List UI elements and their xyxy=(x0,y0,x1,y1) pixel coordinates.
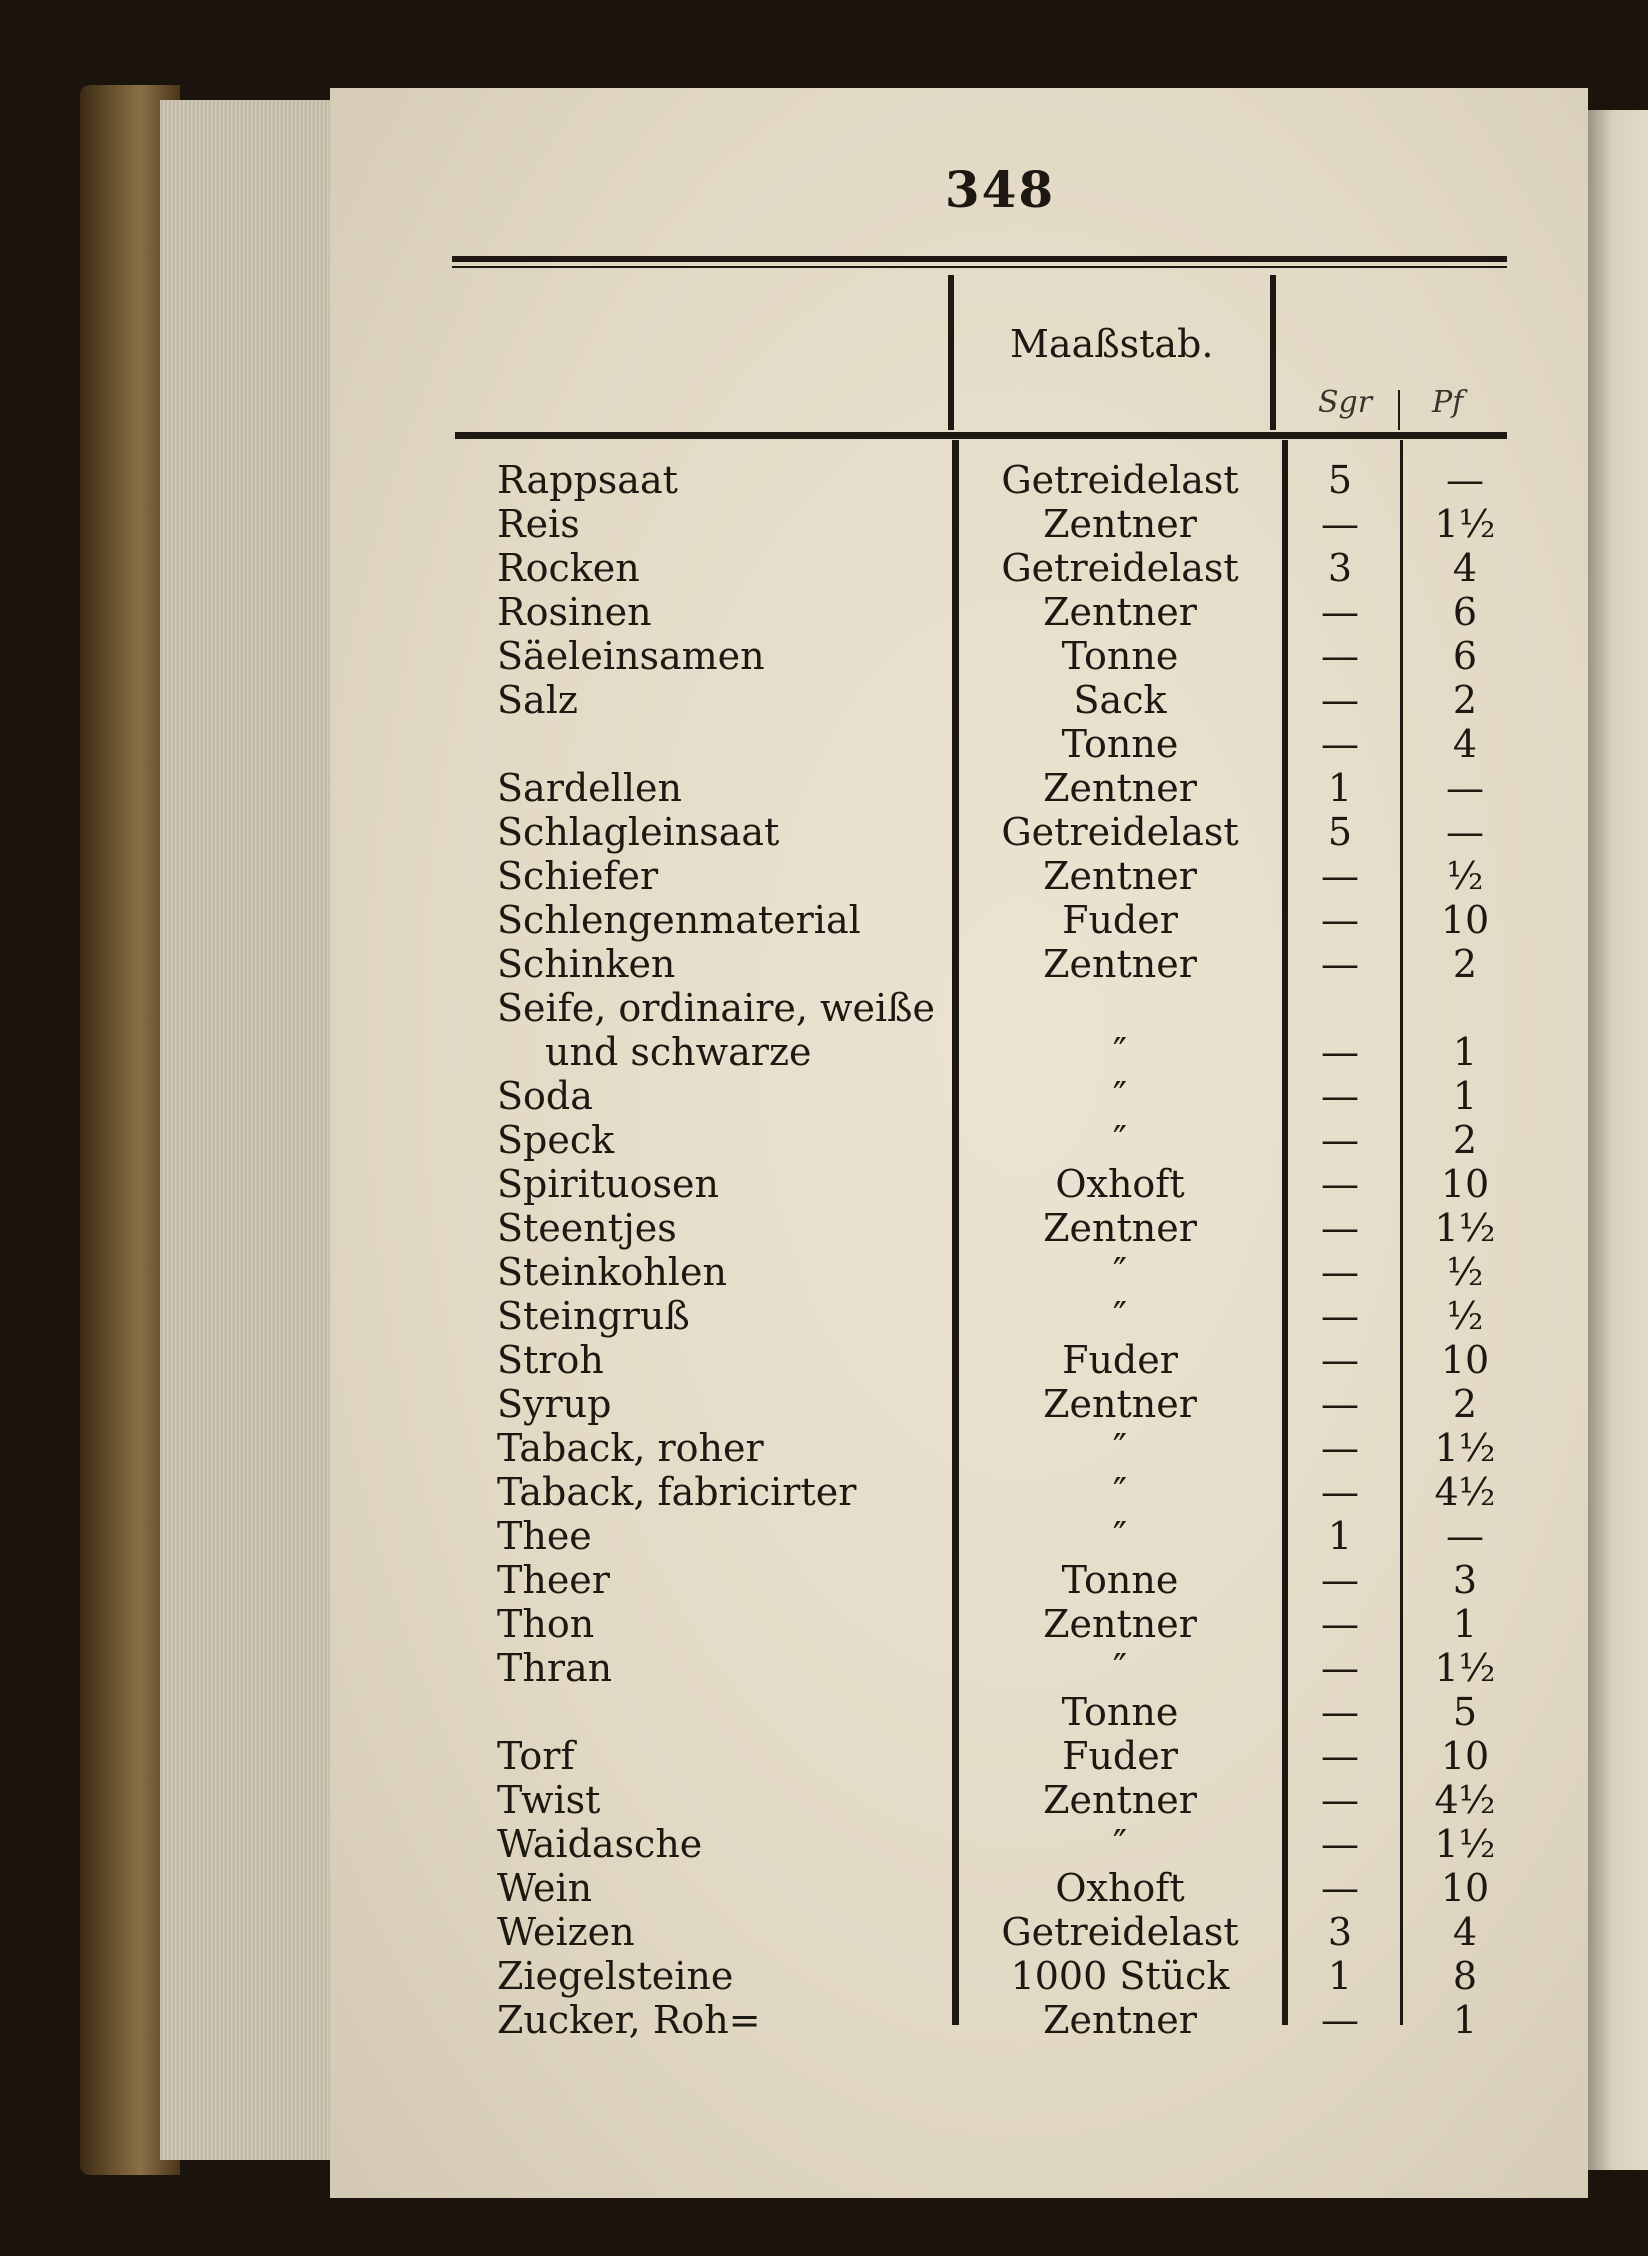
measure-unit: Fuder xyxy=(1062,1338,1178,1382)
sgr-value: — xyxy=(1321,590,1359,634)
sgr-value: 3 xyxy=(1327,546,1353,590)
goods-name: Taback, fabricirter xyxy=(497,1470,857,1514)
goods-name: Rosinen xyxy=(497,590,652,634)
pf-value: ½ xyxy=(1446,854,1484,898)
table-row xyxy=(0,458,1648,502)
measure-unit: ″ xyxy=(1112,1118,1128,1162)
table-row xyxy=(0,1030,1648,1074)
sgr-value: — xyxy=(1321,1338,1359,1382)
column-divider-left xyxy=(948,275,954,430)
sgr-value: — xyxy=(1321,1074,1359,1118)
table-row xyxy=(0,986,1648,1030)
top-rule-thick xyxy=(452,256,1507,262)
goods-name: Taback, roher xyxy=(497,1426,764,1470)
table-row xyxy=(0,1426,1648,1470)
sgr-value: — xyxy=(1321,1866,1359,1910)
goods-name: Schiefer xyxy=(497,854,659,898)
sgr-value: — xyxy=(1321,1470,1359,1514)
sgr-value: — xyxy=(1321,1734,1359,1778)
pf-value: 1 xyxy=(1452,1074,1478,1118)
page-number: 348 xyxy=(944,160,1056,219)
sgr-value: 5 xyxy=(1327,458,1353,502)
measure-unit: Getreidelast xyxy=(1001,546,1239,590)
table-row xyxy=(0,1514,1648,1558)
goods-name: Reis xyxy=(497,502,580,546)
pf-value: 4 xyxy=(1452,722,1478,766)
measure-unit: Zentner xyxy=(1043,590,1197,634)
column-divider-mid xyxy=(1270,275,1276,430)
table-row xyxy=(0,1250,1648,1294)
goods-name: Steingruß xyxy=(497,1294,690,1338)
pf-value: 4 xyxy=(1452,1910,1478,1954)
column-divider-right-head xyxy=(1398,390,1400,430)
goods-name: Waidasche xyxy=(497,1822,703,1866)
goods-name: Stroh xyxy=(497,1338,604,1382)
pf-value: 5 xyxy=(1452,1690,1478,1734)
sgr-value: — xyxy=(1321,898,1359,942)
pf-value: — xyxy=(1446,458,1484,502)
table-row xyxy=(0,1118,1648,1162)
goods-name: Spirituosen xyxy=(497,1162,719,1206)
table-row xyxy=(0,1690,1648,1734)
pf-value: 8 xyxy=(1452,1954,1478,1998)
sgr-value: 1 xyxy=(1327,1954,1353,1998)
sgr-value: — xyxy=(1321,854,1359,898)
goods-name: Steinkohlen xyxy=(497,1250,727,1294)
pf-value: — xyxy=(1446,1514,1484,1558)
measure-unit: Tonne xyxy=(1061,1690,1179,1734)
sgr-value: — xyxy=(1321,1646,1359,1690)
pf-value: 1½ xyxy=(1434,502,1496,546)
measure-unit: Oxhoft xyxy=(1055,1866,1185,1910)
table-row xyxy=(0,898,1648,942)
table-row xyxy=(0,1866,1648,1910)
table-row xyxy=(0,1558,1648,1602)
sgr-value: 3 xyxy=(1327,1910,1353,1954)
goods-name: und schwarze xyxy=(545,1030,812,1074)
measure-unit: Zentner xyxy=(1043,1998,1197,2042)
header-bottom-rule xyxy=(455,432,1507,439)
table-row xyxy=(0,766,1648,810)
sgr-column-header: Sgr xyxy=(1318,385,1373,420)
measure-unit: Zentner xyxy=(1043,942,1197,986)
table-row xyxy=(0,1910,1648,1954)
sgr-value: — xyxy=(1321,1558,1359,1602)
pf-value: 2 xyxy=(1452,1118,1478,1162)
table-row xyxy=(0,1206,1648,1250)
measure-unit: ″ xyxy=(1112,1426,1128,1470)
measure-unit: ″ xyxy=(1112,1646,1128,1690)
table-row xyxy=(0,678,1648,722)
sgr-value: — xyxy=(1321,1602,1359,1646)
sgr-value: — xyxy=(1321,678,1359,722)
goods-name: Zucker, Roh= xyxy=(497,1998,761,2042)
sgr-value: — xyxy=(1321,1294,1359,1338)
sgr-value: — xyxy=(1321,722,1359,766)
pf-value: — xyxy=(1446,766,1484,810)
pf-value: 4 xyxy=(1452,546,1478,590)
goods-name: Seife, ordinaire, weiße xyxy=(497,986,936,1030)
pf-value: 1 xyxy=(1452,1602,1478,1646)
measure-column-header: Maaßstab. xyxy=(1010,322,1214,366)
table-row xyxy=(0,590,1648,634)
measure-unit: ″ xyxy=(1112,1294,1128,1338)
table-row xyxy=(0,1338,1648,1382)
sgr-value: — xyxy=(1321,942,1359,986)
pf-value: 2 xyxy=(1452,678,1478,722)
pf-value: 4½ xyxy=(1434,1778,1496,1822)
table-row xyxy=(0,1162,1648,1206)
table-row xyxy=(0,1646,1648,1690)
pf-value: 1½ xyxy=(1434,1426,1496,1470)
table-row xyxy=(0,1998,1648,2042)
sgr-value: — xyxy=(1321,1382,1359,1426)
goods-name: Steentjes xyxy=(497,1206,677,1250)
top-rule-thin xyxy=(452,266,1507,268)
goods-name: Speck xyxy=(497,1118,615,1162)
sgr-value: — xyxy=(1321,1426,1359,1470)
pf-column-header: Pf xyxy=(1432,385,1464,420)
measure-unit: Zentner xyxy=(1043,766,1197,810)
table-row xyxy=(0,1822,1648,1866)
table-row xyxy=(0,942,1648,986)
goods-name: Thon xyxy=(497,1602,595,1646)
goods-name: Schinken xyxy=(497,942,676,986)
table-row xyxy=(0,634,1648,678)
pf-value: 10 xyxy=(1440,1866,1490,1910)
table-row xyxy=(0,1954,1648,1998)
sgr-value: — xyxy=(1321,1822,1359,1866)
sgr-value: — xyxy=(1321,1778,1359,1822)
pf-value: ½ xyxy=(1446,1294,1484,1338)
goods-name: Soda xyxy=(497,1074,593,1118)
measure-unit: ″ xyxy=(1112,1250,1128,1294)
table-row xyxy=(0,1602,1648,1646)
pf-value: 1 xyxy=(1452,1998,1478,2042)
table-row xyxy=(0,810,1648,854)
sgr-value: — xyxy=(1321,1690,1359,1734)
goods-name: Ziegelsteine xyxy=(497,1954,734,1998)
pf-value: 2 xyxy=(1452,942,1478,986)
pf-value: 4½ xyxy=(1434,1470,1496,1514)
measure-unit: ″ xyxy=(1112,1470,1128,1514)
table-row xyxy=(0,1382,1648,1426)
table-row xyxy=(0,1734,1648,1778)
pf-value: 10 xyxy=(1440,1734,1490,1778)
goods-name: Schlagleinsaat xyxy=(497,810,780,854)
goods-name: Thran xyxy=(497,1646,613,1690)
goods-name: Weizen xyxy=(497,1910,635,1954)
measure-unit: Fuder xyxy=(1062,898,1178,942)
goods-name: Thee xyxy=(497,1514,592,1558)
sgr-value: — xyxy=(1321,502,1359,546)
sgr-value: 5 xyxy=(1327,810,1353,854)
sgr-value: — xyxy=(1321,1030,1359,1074)
measure-unit: Tonne xyxy=(1061,722,1179,766)
goods-name: Sardellen xyxy=(497,766,682,810)
pf-value: 1½ xyxy=(1434,1822,1496,1866)
measure-unit: ″ xyxy=(1112,1822,1128,1866)
table-row xyxy=(0,1074,1648,1118)
sgr-value: 1 xyxy=(1327,766,1353,810)
measure-unit: Zentner xyxy=(1043,502,1197,546)
pf-value: 2 xyxy=(1452,1382,1478,1426)
pf-value: ½ xyxy=(1446,1250,1484,1294)
table-row xyxy=(0,1778,1648,1822)
goods-name: Salz xyxy=(497,678,578,722)
measure-unit: Zentner xyxy=(1043,854,1197,898)
goods-name: Rocken xyxy=(497,546,640,590)
measure-unit: 1000 Stück xyxy=(1010,1954,1230,1998)
sgr-value: — xyxy=(1321,634,1359,678)
measure-unit: Sack xyxy=(1073,678,1167,722)
goods-name: Wein xyxy=(497,1866,593,1910)
sgr-value: — xyxy=(1321,1162,1359,1206)
pf-value: 6 xyxy=(1452,634,1478,678)
sgr-value: — xyxy=(1321,1250,1359,1294)
measure-unit: Tonne xyxy=(1061,1558,1179,1602)
measure-unit: ″ xyxy=(1112,1074,1128,1118)
measure-unit: Fuder xyxy=(1062,1734,1178,1778)
table-row xyxy=(0,1294,1648,1338)
pf-value: 1 xyxy=(1452,1030,1478,1074)
pf-value: 1½ xyxy=(1434,1206,1496,1250)
goods-name: Twist xyxy=(497,1778,601,1822)
table-row xyxy=(0,502,1648,546)
sgr-value: — xyxy=(1321,1998,1359,2042)
table-row xyxy=(0,722,1648,766)
sgr-value: — xyxy=(1321,1118,1359,1162)
pf-value: 6 xyxy=(1452,590,1478,634)
goods-name: Theer xyxy=(497,1558,610,1602)
measure-unit: ″ xyxy=(1112,1030,1128,1074)
table-row xyxy=(0,1470,1648,1514)
measure-unit: Tonne xyxy=(1061,634,1179,678)
measure-unit: Getreidelast xyxy=(1001,1910,1239,1954)
measure-unit: Zentner xyxy=(1043,1602,1197,1646)
pf-value: 10 xyxy=(1440,898,1490,942)
goods-name: Rappsaat xyxy=(497,458,678,502)
measure-unit: Getreidelast xyxy=(1001,458,1239,502)
measure-unit: Zentner xyxy=(1043,1382,1197,1426)
sgr-value: 1 xyxy=(1327,1514,1353,1558)
goods-name: Syrup xyxy=(497,1382,612,1426)
measure-unit: Zentner xyxy=(1043,1206,1197,1250)
measure-unit: Getreidelast xyxy=(1001,810,1239,854)
pf-value: 1½ xyxy=(1434,1646,1496,1690)
sgr-value: — xyxy=(1321,1206,1359,1250)
pf-value: 10 xyxy=(1440,1162,1490,1206)
measure-unit: Zentner xyxy=(1043,1778,1197,1822)
table-row xyxy=(0,854,1648,898)
goods-name: Torf xyxy=(497,1734,575,1778)
pf-value: 3 xyxy=(1452,1558,1478,1602)
pf-value: 10 xyxy=(1440,1338,1490,1382)
measure-unit: Oxhoft xyxy=(1055,1162,1185,1206)
goods-name: Säeleinsamen xyxy=(497,634,765,678)
measure-unit: ″ xyxy=(1112,1514,1128,1558)
pf-value: — xyxy=(1446,810,1484,854)
table-row xyxy=(0,546,1648,590)
goods-name: Schlengenmaterial xyxy=(497,898,861,942)
